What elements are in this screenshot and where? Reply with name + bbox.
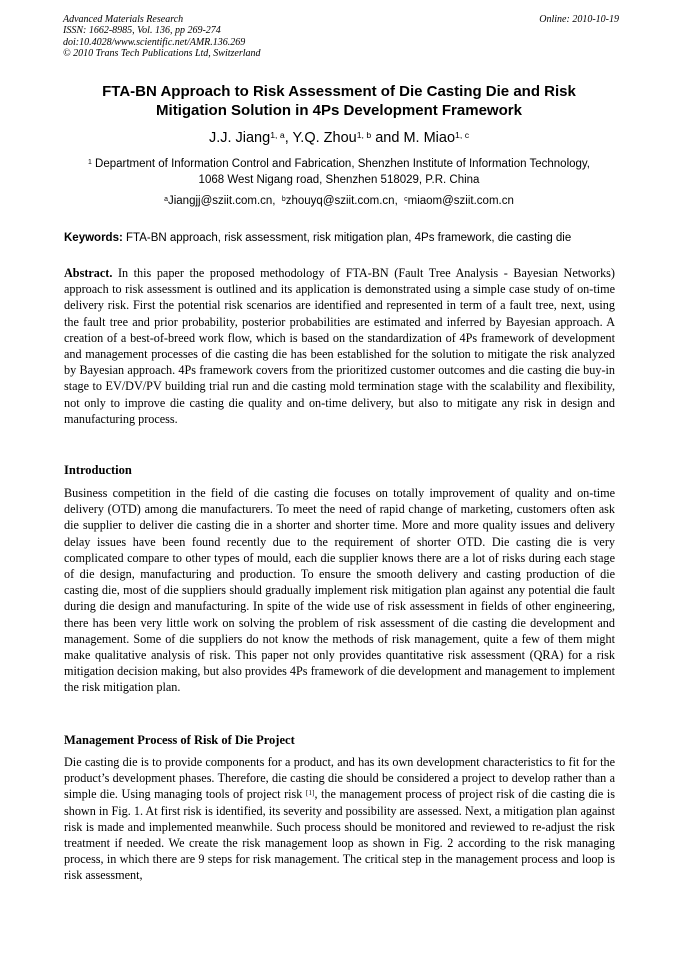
email-link[interactable]: miaom@sziit.com.cn — [407, 195, 514, 207]
author-emails — [60, 194, 618, 208]
email-mark: a — [164, 195, 168, 203]
journal-name: Advanced Materials Research — [63, 14, 184, 25]
abstract-text: In this paper the proposed methodology of FTA-BN (Fault Tree Analysis - Bayesian Networks) approach to risk assessment is outlined and its application is demonstrated using a simple case study of on-time delivery risk. First the potential risk scenarios are identified and represented in term of a fault tree, next, using the fault tree and prior probability, posterior probabilities are estimated and inferred by Bayesian approach. A creation of a best-of-breed work flow, which is based on the standardization of 4Ps framework of development and management processes of die casting die has been established for the solution to mitigate the risk analyzed by Bayesian approach. 4Ps framework covers from the prioritized customer outcomes and die casting die buy-in stage to EV/DV/PV building trial run and die casting mold termination stage with the scalability and flexibility, not only to improve die casting die quality and on-time delivery, but also to mitigate any risk in design and manufacturing process. — [64, 266, 615, 426]
abstract — [64, 265, 615, 427]
journal-header — [63, 14, 619, 59]
email-mark: b — [281, 195, 286, 203]
introduction-heading: Introduction — [64, 463, 132, 477]
management-paragraph — [64, 754, 615, 884]
reference-citation[interactable]: [1] — [305, 787, 315, 797]
journal-doi: doi:10.4028/www.scientific.net/AMR.136.269 — [63, 36, 246, 48]
affiliation-text: Department of Information Control and Fabrication, Shenzhen Institute of Information Technology, — [91, 158, 591, 170]
author-affiliation-mark: 1, c — [455, 129, 470, 140]
title-line-1: FTA-BN Approach to Risk Assessment of Die Casting Die and Risk — [102, 83, 576, 100]
title-line-2: Mitigation Solution in 4Ps Development Framework — [156, 102, 522, 119]
affiliation — [60, 156, 618, 188]
journal-issn: ISSN: 1662-8985, Vol. 136, pp 269-274 — [63, 25, 221, 37]
author-name: Y.Q. Zhou — [292, 130, 357, 146]
author-affiliation-mark: 1, b — [356, 129, 372, 140]
email-link[interactable]: zhouyq@sziit.com.cn, — [285, 195, 398, 207]
author-separator: and — [371, 130, 404, 146]
author-name: J.J. Jiang — [208, 130, 271, 146]
email-mark: c — [404, 195, 408, 203]
management-text: Die casting die is to provide components for a product, and has its own development characteristics to fit for the product’s development phases. Therefore, die casting die should be considered a project to develop rather than a simple die. Using managing tools of project risk — [64, 755, 615, 802]
affiliation-mark: 1 — [87, 158, 92, 166]
keywords-label: Keywords: — [64, 232, 123, 244]
management-text: , the management process of project risk of die casting die is shown in Fig. 1. At first risk is identified, its severity and possibility are assessed. Next, a mitigation plan against risk is made and implemented meanwhile. Such process should be monitored and reviewed to re-adjust the risk treatment if needed. We create the risk management loop as shown in Fig. 2 according to the risk managing process, in which there are 9 steps for risk management. The critical step in the management process and loop is risk assessment, — [64, 787, 615, 883]
author-separator: , — [284, 130, 293, 146]
online-date: Online: 2010-10-19 — [539, 14, 619, 25]
author-affiliation-mark: 1, a — [270, 129, 285, 140]
email-link[interactable]: Jiangjj@sziit.com.cn, — [167, 195, 276, 207]
journal-copyright: © 2010 Trans Tech Publications Ltd, Switzerland — [63, 47, 261, 59]
keywords — [64, 231, 620, 245]
author-name: M. Miao — [403, 130, 456, 146]
paper-title — [60, 82, 618, 120]
author-list — [60, 129, 618, 147]
introduction-paragraph: Business competition in the field of die casting die focuses on totally improvement of quality and on-time delivery (OTD) among die manufacturers. To meet the need of rapid change of marketing, customers often ask die supplier to deliver die casting die in a shorter and shorter time. More and more quality issues and delivery delay issues have been found recently due to the requirement of shorter OTD. Die casting die is very complicated compare to other types of mould, each die supplier knows there are a lot of risks during each stage of die design, manufacturing and production. To ensure the smooth delivery and casting production of die casting die, most of die suppliers should gradually implement risk mitigation plan against any potential die fault during die design and manufacturing. In spite of the wide use of risk assessment in fields of other engineering, there has been very little work on solving the problem of risk assessment of die casting die development and management. Some of die suppliers do not know the methods of risk management, quite a few of them might make qualitative analysis of risk. This paper not only provides quantitative risk assessment (QRA) for a risk mitigation decision making, but also provides 4Ps framework of die development and management to implement the risk mitigation plan. — [64, 486, 615, 695]
management-heading: Management Process of Risk of Die Project — [64, 733, 295, 747]
keywords-text: FTA-BN approach, risk assessment, risk mitigation plan, 4Ps framework, die casting die — [122, 232, 572, 244]
abstract-label: Abstract. — [64, 266, 113, 280]
affiliation-line-1 — [60, 156, 618, 172]
affiliation-line-2: 1068 West Nigang road, Shenzhen 518029, P.R. China — [198, 174, 480, 186]
